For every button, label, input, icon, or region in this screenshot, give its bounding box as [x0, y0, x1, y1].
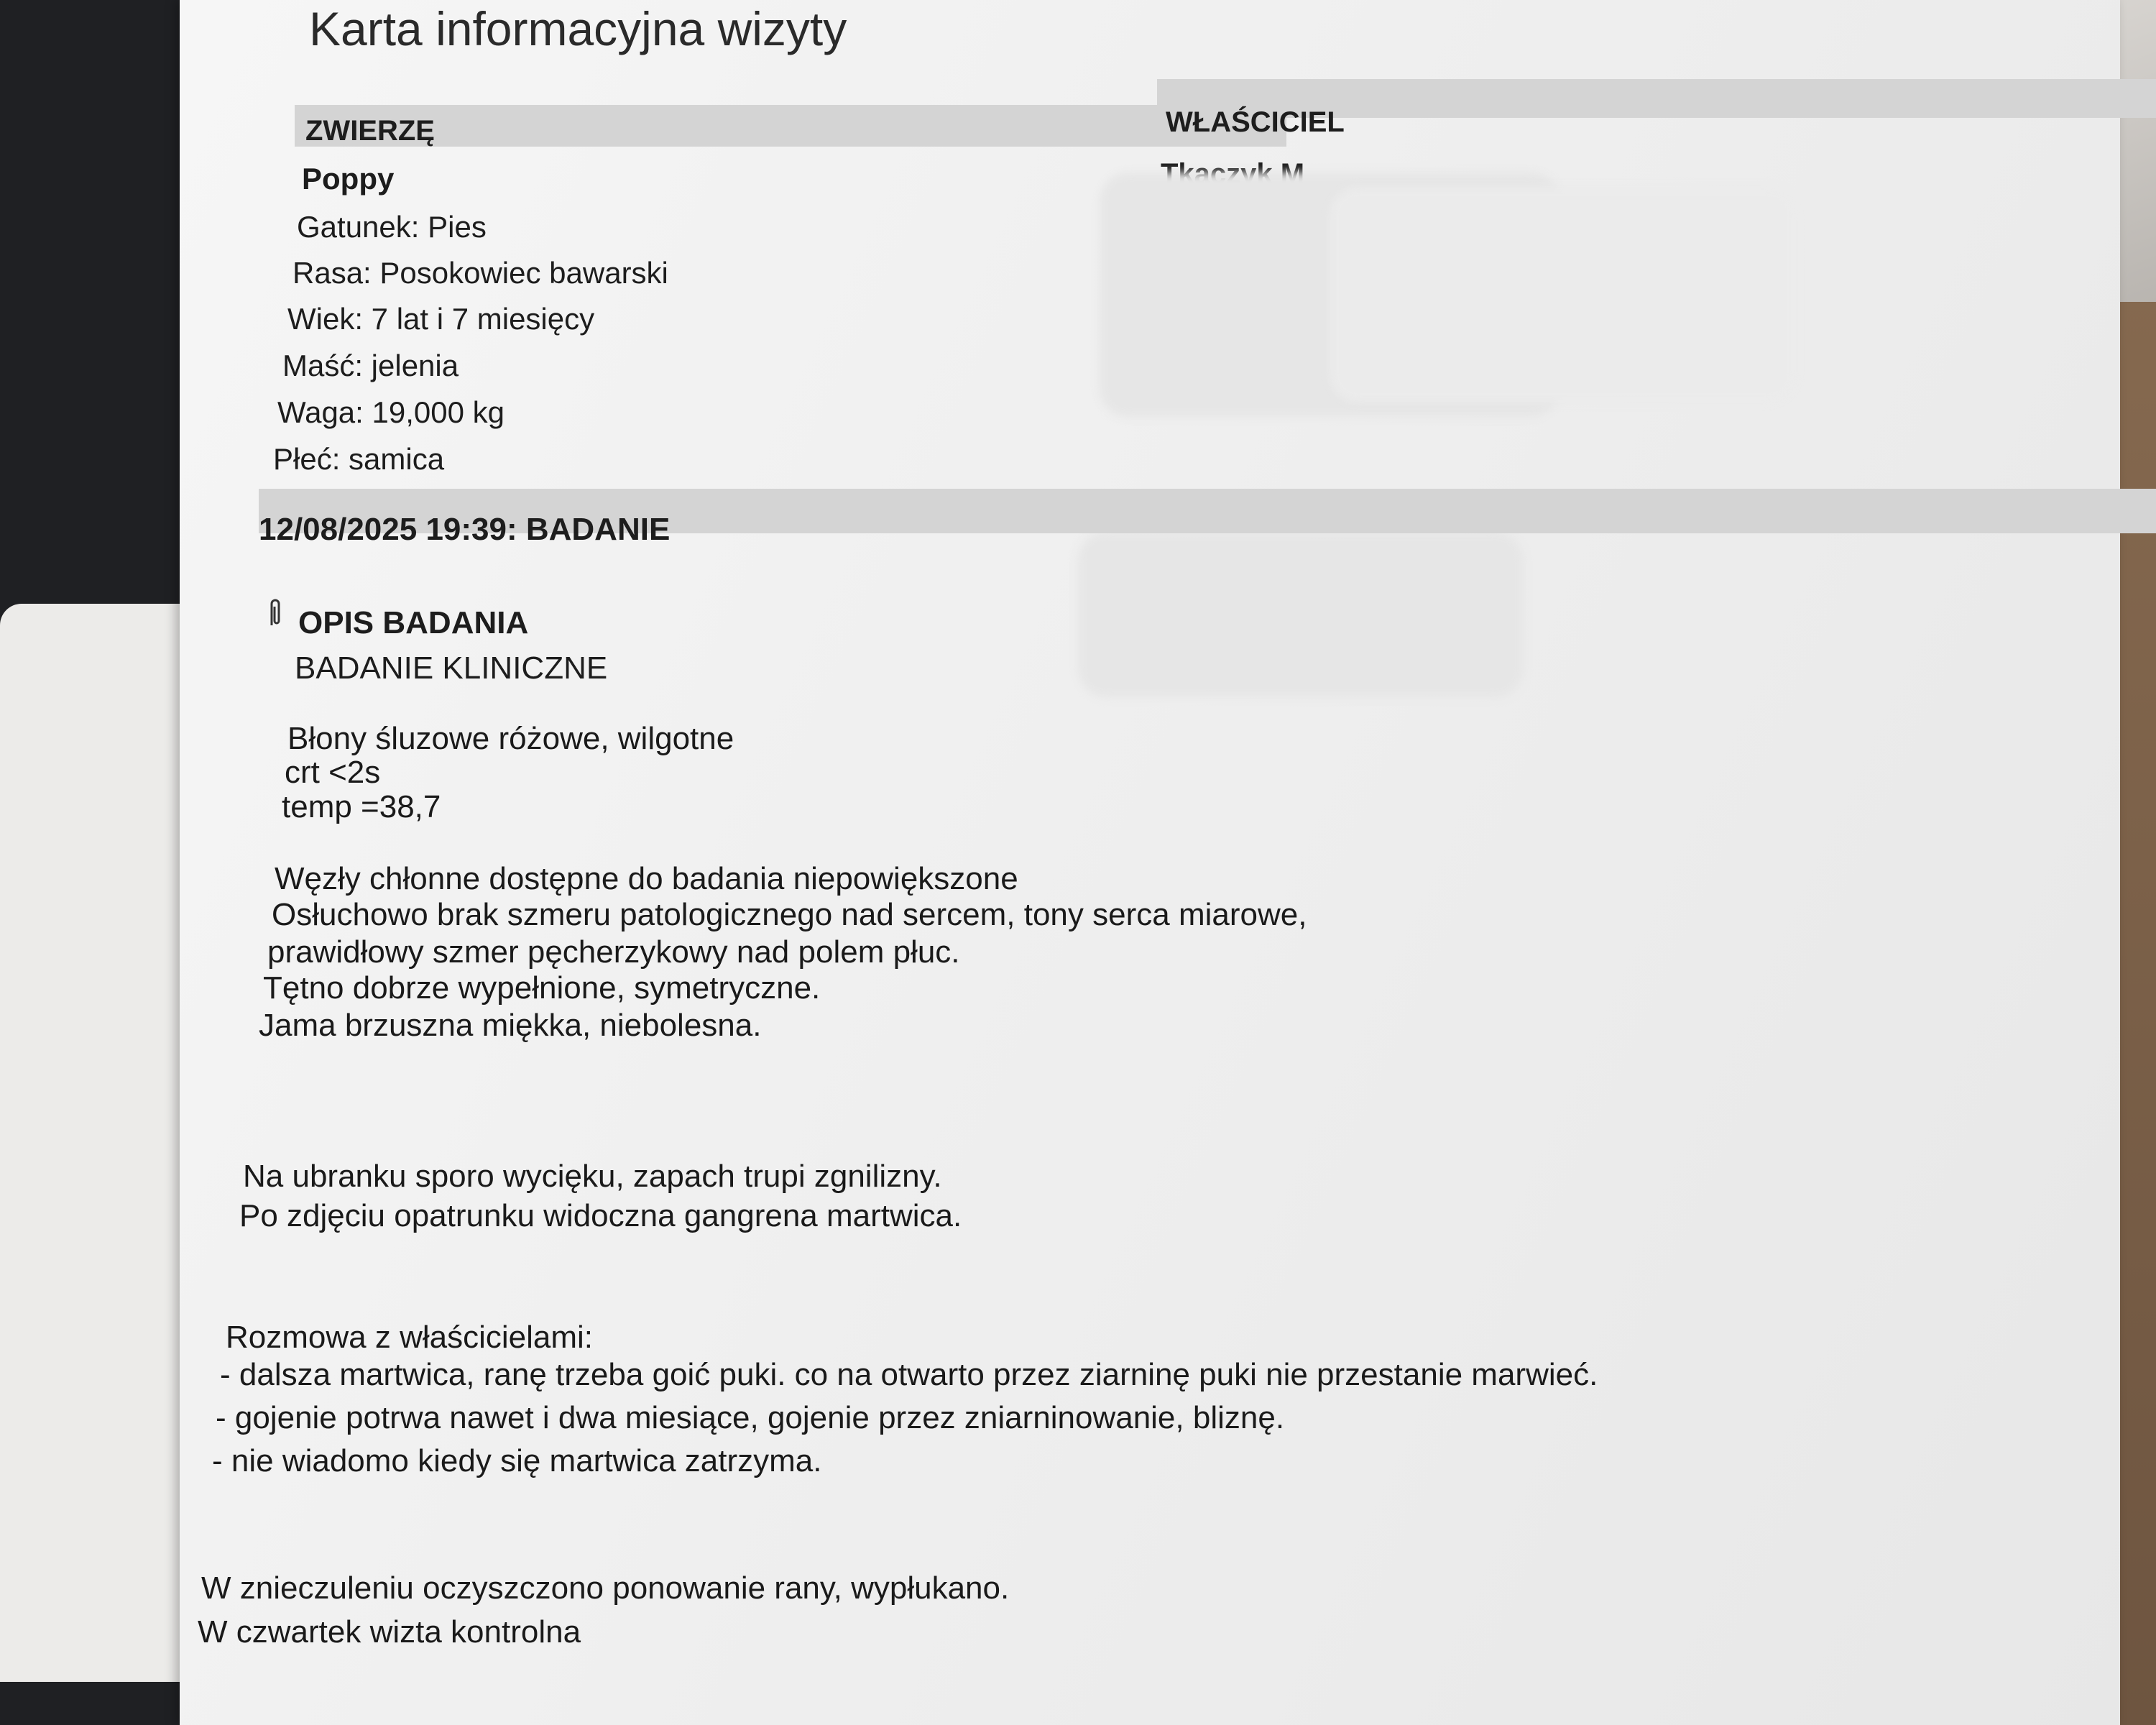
animal-species: Gatunek: Pies: [297, 210, 487, 244]
visit-info-document: [180, 0, 2120, 1725]
owner-section-label: WŁAŚCICIEL: [1166, 106, 1345, 138]
exam-text-line: temp =38,7: [282, 789, 441, 824]
exam-text-line: W znieczuleniu oczyszczono ponowanie rany, wypłukano.: [201, 1570, 1010, 1606]
document-content: [180, 0, 2120, 1725]
exam-text-line: - gojenie potrwa nawet i dwa miesiące, gojenie przez zniarninowanie, bliznę.: [216, 1400, 1285, 1435]
redacted-owner-details-side: [1330, 187, 1797, 402]
exam-text-line: - dalsza martwica, ranę trzeba goić puki. co na otwarto przez ziarninę puki nie przestanie marwieć.: [220, 1357, 1598, 1392]
exam-text-line: Na ubranku sporo wycięku, zapach trupi zgnilizny.: [243, 1159, 942, 1194]
exam-text-line: crt <2s: [285, 755, 381, 790]
exam-description-heading: OPIS BADANIA: [298, 605, 529, 640]
animal-coat-color: Maść: jelenia: [282, 349, 459, 382]
exam-text-line: Osłuchowo brak szmeru patologicznego nad sercem, tony serca miarowe,: [272, 897, 1307, 932]
animal-sex: Płeć: samica: [273, 442, 445, 476]
document-title: Karta informacyjna wizyty: [309, 2, 847, 55]
animal-weight: Waga: 19,000 kg: [277, 395, 505, 429]
exam-text-line: Błony śluzowe różowe, wilgotne: [287, 721, 734, 756]
exam-text-line: Jama brzuszna miękka, niebolesna.: [259, 1008, 762, 1043]
animal-section-label: ZWIERZĘ: [305, 115, 435, 147]
exam-text-line: Tętno dobrze wypełnione, symetryczne.: [263, 970, 821, 1006]
animal-age: Wiek: 7 lat i 7 miesięcy: [287, 302, 595, 336]
exam-text-line: - nie wiadomo kiedy się martwica zatrzyma.: [212, 1443, 822, 1478]
exam-text-line: Rozmowa z właścicielami:: [226, 1320, 594, 1355]
exam-date-heading: 12/08/2025 19:39: BADANIE: [259, 512, 671, 547]
exam-text-line: Węzły chłonne dostępne do badania niepowiększone: [275, 861, 1018, 896]
clinical-exam-heading: BADANIE KLINICZNE: [295, 650, 608, 686]
animal-name: Poppy: [302, 162, 395, 196]
animal-breed: Rasa: Posokowiec bawarski: [292, 256, 668, 290]
exam-text-line: Po zdjęciu opatrunku widoczna gangrena martwica.: [239, 1198, 962, 1233]
redacted-exam-details: [1078, 532, 1524, 697]
paperclip-icon: [266, 597, 285, 631]
animal-section-band: [295, 105, 1286, 147]
exam-text-line: W czwartek wizta kontrolna: [198, 1614, 581, 1650]
exam-text-line: prawidłowy szmer pęcherzykowy nad polem płuc.: [267, 934, 960, 970]
